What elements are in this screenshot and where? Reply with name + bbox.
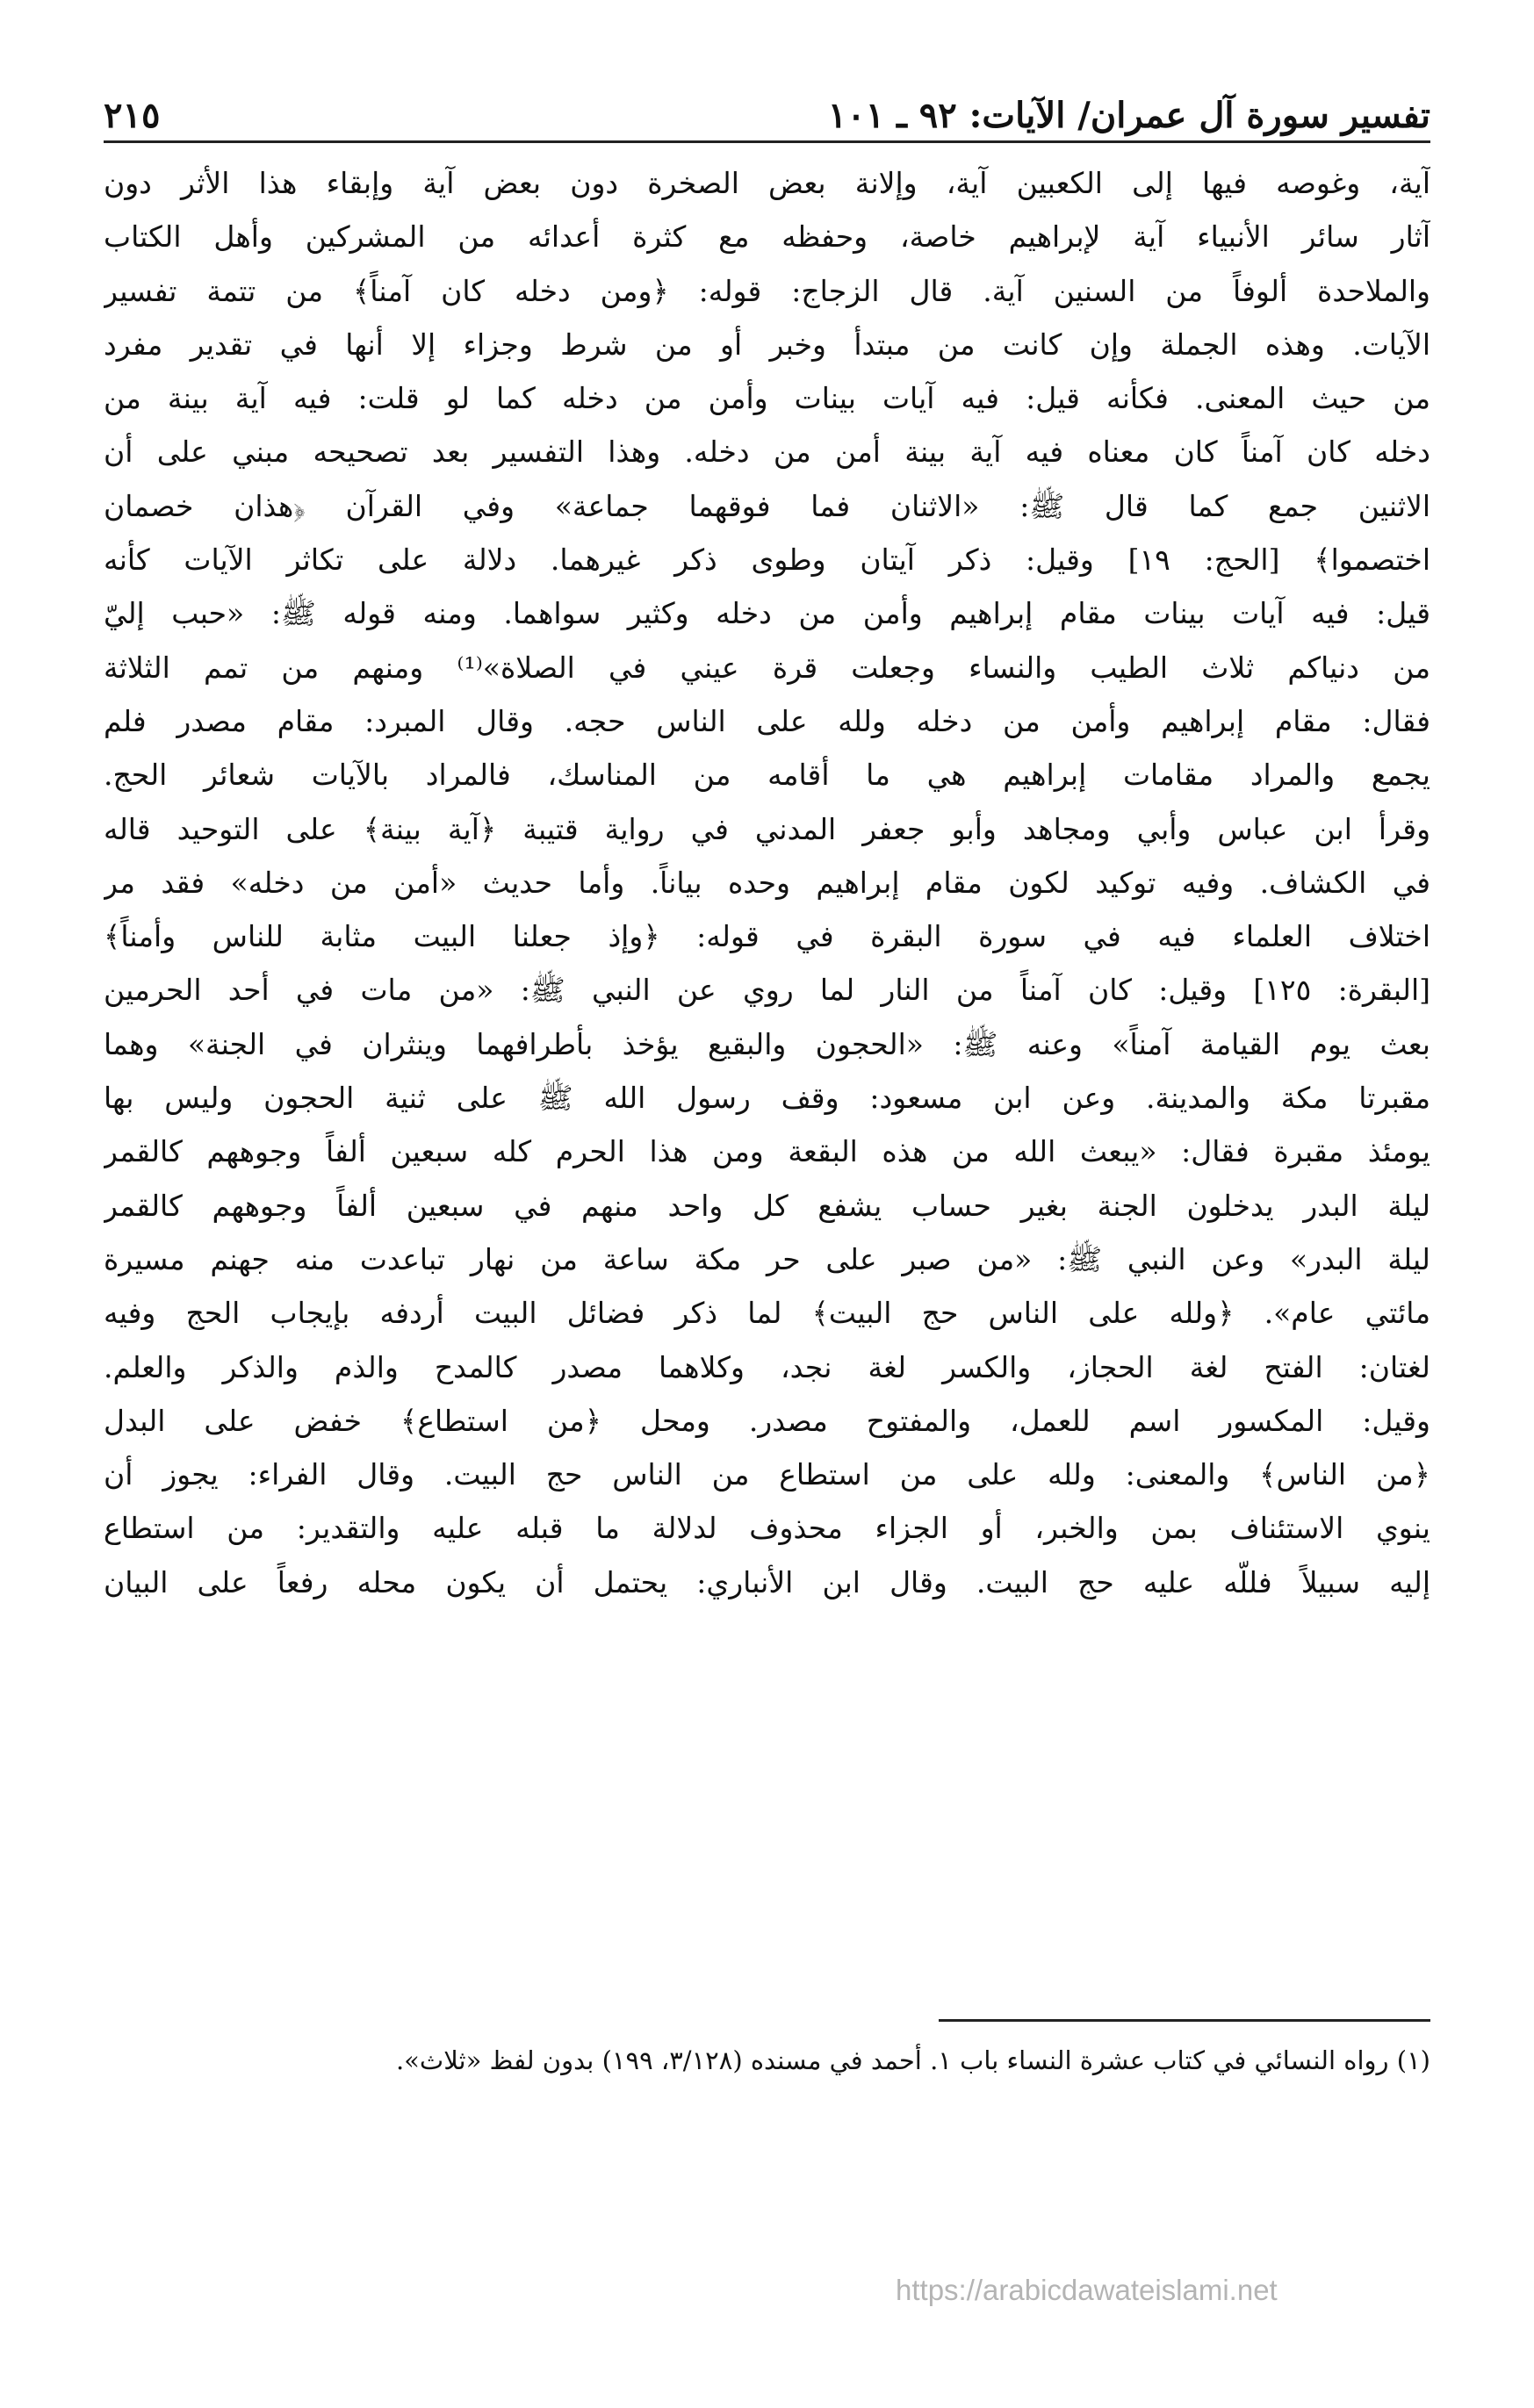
text-line: فقال: مقام إبراهيم وأمن من دخله ولله على الناس حجه. وقال المبرد: مقام مصدر فلم bbox=[104, 703, 1430, 738]
text-line: من دنياكم ثلاث الطيب والنساء وجعلت قرة عيني في الصلاة»⁽¹⁾ ومنهم من تمم الثلاثة bbox=[104, 650, 1430, 685]
text-line: ينوي الاستئناف بمن والخبر، أو الجزاء محذوف لدلالة ما قبله عليه والتقدير: من استطاع bbox=[104, 1511, 1430, 1546]
text-line: قيل: فيه آيات بينات مقام إبراهيم وأمن من دخله وكثير سواهما. ومنه قوله ﷺ: «حبب إليّ bbox=[104, 596, 1430, 631]
text-line: الاثنين جمع كما قال ﷺ: «الاثنان فما فوقهما جماعة» وفي القرآن ﴿هذان خصمان bbox=[104, 488, 1430, 523]
text-line: وقرأ ابن عباس وأبي ومجاهد وأبو جعفر المدني في رواية قتيبة ﴿آية بينة﴾ على التوحيد قاله bbox=[104, 811, 1430, 846]
text-line: اختلاف العلماء فيه في سورة البقرة في قوله: ﴿وإذ جعلنا البيت مثابة للناس وأمناً﴾ bbox=[104, 919, 1430, 954]
text-line: اختصموا﴾ [الحج: ١٩] وقيل: ذكر آيتان وطوى ذكر غيرهما. دلالة على تكاثر الآيات كأنه bbox=[104, 543, 1430, 578]
running-title: تفسير سورة آل عمران/ الآيات: ٩٢ ـ ١٠١ bbox=[827, 95, 1430, 136]
text-line: ﴿من الناس﴾ والمعنى: ولله على من استطاع من الناس حج البيت. وقال الفراء: يجوز أن bbox=[104, 1457, 1430, 1492]
text-line: بعث يوم القيامة آمناً» وعنه ﷺ: «الحجون والبقيع يؤخذ بأطرافهما وينثران في الجنة» وهما bbox=[104, 1026, 1430, 1061]
text-line: من حيث المعنى. فكأنه قيل: فيه آيات بينات وأمن من دخله كما لو قلت: فيه آية بينة من bbox=[104, 381, 1430, 416]
text-line: دخله كان آمناً كان معناه فيه آية بينة أمن من دخله. وهذا التفسير بعد تصحيحه مبني على أن bbox=[104, 435, 1430, 470]
page-header bbox=[104, 83, 1430, 136]
page-number: ٢١٥ bbox=[104, 95, 161, 136]
text-line: في الكشاف. وفيه توكيد لكون مقام إبراهيم وحده بياناً. وأما حديث «أمن من دخله» فقد مر bbox=[104, 865, 1430, 900]
text-line: إليه سبيلاً فللّه عليه حج البيت. وقال ابن الأنباري: يحتمل أن يكون محله رفعاً على البيان bbox=[104, 1564, 1430, 1599]
footnote-rule bbox=[939, 2019, 1430, 2022]
header-rule bbox=[104, 140, 1430, 143]
footnote: (١) رواه النسائي في كتاب عشرة النساء باب ١. أحمد في مسنده (٣/١٢٨، ١٩٩) بدون لفظ «ثلاث». bbox=[395, 2045, 1430, 2075]
text-line: آية، وغوصه فيها إلى الكعبين آية، وإلانة بعض الصخرة دون بعض آية وإبقاء هذا الأثر دون bbox=[104, 166, 1430, 200]
text-line: ليلة البدر» وعن النبي ﷺ: «من صبر على حر مكة ساعة من نهار تباعدت منه جهنم مسيرة bbox=[104, 1241, 1430, 1276]
text-line: مائتي عام». ﴿ولله على الناس حج البيت﴾ لما ذكر فضائل البيت أردفه بإيجاب الحج وفيه bbox=[104, 1296, 1430, 1331]
text-line: مقبرتا مكة والمدينة. وعن ابن مسعود: وقف رسول الله ﷺ على ثنية الحجون وليس بها bbox=[104, 1081, 1430, 1116]
text-line: الآيات. وهذه الجملة وإن كانت من مبتدأ وخبر أو من شرط وجزاء إلا أنها في تقدير مفرد bbox=[104, 327, 1430, 362]
text-line: يجمع والمراد مقامات إبراهيم هي ما أقامه من المناسك، فالمراد بالآيات شعائر الحج. bbox=[104, 758, 1430, 793]
text-line: [البقرة: ١٢٥] وقيل: كان آمناً من النار لما روي عن النبي ﷺ: «من مات في أحد الحرمين bbox=[104, 973, 1430, 1008]
watermark-url: https://arabicdawateislami.net bbox=[896, 2274, 1278, 2306]
body-text bbox=[104, 156, 1430, 1609]
text-line: آثار سائر الأنبياء آية لإبراهيم خاصة، وحفظه مع كثرة أعدائه من المشركين وأهل الكتاب bbox=[104, 219, 1430, 255]
text-line: والملاحدة ألوفاً من السنين آية. قال الزجاج: قوله: ﴿ومن دخله كان آمناً﴾ من تتمة تفسير bbox=[104, 273, 1430, 308]
text-line: لغتان: الفتح لغة الحجاز، والكسر لغة نجد، وكلاهما مصدر كالمدح والذم والذكر والعلم. bbox=[104, 1349, 1430, 1384]
text-line: ليلة البدر يدخلون الجنة بغير حساب يشفع كل واحد منهم في سبعين ألفاً وجوههم كالقمر bbox=[104, 1188, 1430, 1223]
text-line: وقيل: المكسور اسم للعمل، والمفتوح مصدر. ومحل ﴿من استطاع﴾ خفض على البدل bbox=[104, 1403, 1430, 1438]
text-line: يومئذ مقبرة فقال: «يبعث الله من هذه البقعة ومن هذا الحرم كله سبعين ألفاً وجوههم كالقمر bbox=[104, 1134, 1430, 1169]
